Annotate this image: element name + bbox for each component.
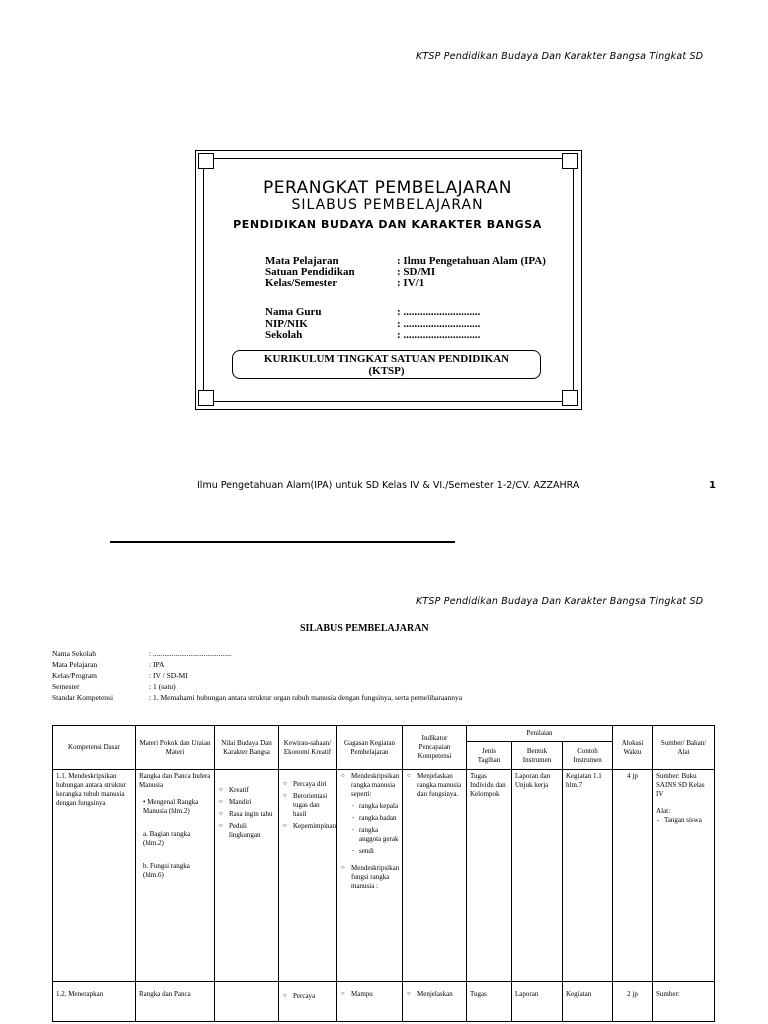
info-value: : SD/MI — [397, 266, 436, 278]
cell-contoh: Kegiatan 1.1 hlm.7 — [563, 770, 613, 982]
cell-nilai — [215, 770, 279, 982]
cell-kegiatan — [337, 982, 403, 1022]
kd-text: 1.1. Mendeskripsikan hubungan antara struktur kerangka tubuh manusia dengan fungsinya — [56, 772, 126, 807]
cover-title: PERANGKAT PEMBELAJARAN — [263, 178, 512, 198]
list-item: ○ Peduli lingkungan — [229, 822, 275, 840]
info-label: Mata Pelajaran — [265, 255, 339, 267]
frame-corner — [198, 153, 214, 169]
meta-value: : 1. Memahami hubungan antara struktur organ tubuh manusia dengan fungsinya, serta pemeliharaannya — [149, 693, 463, 702]
cell-materi: Rangka dan Panca — [136, 982, 215, 1022]
th-sumber: Sumber/ Bahan/ Alat — [653, 726, 715, 770]
meta-value: : 1 (satu) — [149, 682, 176, 691]
page-footer: Ilmu Pengetahuan Alam(IPA) untuk SD Kelas IV & VI./Semester 1-2/CV. AZZAHRA — [197, 480, 580, 491]
alat-list — [656, 816, 711, 825]
list-item: - Tangan siswa — [664, 816, 711, 825]
indikator-list — [406, 990, 463, 999]
meta-row — [52, 648, 462, 659]
page-header: KTSP Pendidikan Budaya Dan Karakter Bangsa Tingkat SD — [416, 596, 704, 607]
cell-contoh: Kegiatan — [563, 982, 613, 1022]
sumber-text: Sumber: Buku SAINS SD Kelas IV — [656, 772, 705, 798]
list-item: ○ Menjelaskan rangka manusia dan fungsinya. — [417, 772, 463, 799]
page-separator — [110, 541, 455, 543]
kegiatan-list — [340, 990, 399, 999]
meta-key: Semester — [52, 682, 80, 691]
meta-row — [52, 692, 462, 703]
th-kewirausahaan: Kewirau-sahaan/ Ekonomi Kreatif — [279, 726, 337, 770]
cell-materi — [136, 770, 215, 982]
info-label: NIP/NIK — [265, 317, 308, 330]
cell-indikator — [403, 982, 467, 1022]
th-kompetensi-dasar: Kompetensi Dasar — [53, 726, 136, 770]
info-label: Sekolah — [265, 329, 303, 341]
cell-indikator — [403, 770, 467, 982]
kewirausahaan-list — [282, 992, 333, 1001]
kegiatan-list — [340, 772, 399, 891]
curriculum-line1: KURIKULUM TINGKAT SATUAN PENDIDIKAN — [263, 353, 510, 365]
info-value: : IV/1 — [397, 277, 425, 289]
info-value: : ............................ — [397, 317, 481, 330]
cell-alokasi: 2 jp — [613, 982, 653, 1022]
frame-corner — [198, 390, 214, 406]
cell-nilai — [215, 982, 279, 1022]
list-item: ○ Menjelaskan — [417, 990, 463, 999]
list-item: ○ Berorientasi tugas dan hasil — [293, 792, 333, 819]
cell-kegiatan — [337, 770, 403, 982]
syllabus-meta — [52, 648, 462, 703]
cell-kd: 1.2. Menerapkan — [53, 982, 136, 1022]
list-item: ○ Percaya diri — [293, 780, 333, 789]
info-label: Nama Guru — [265, 306, 322, 318]
meta-key: Standar Kompetensi — [52, 693, 114, 702]
list-item: - rangka anggota gerak — [359, 826, 399, 844]
meta-key: Mata Pelajaran — [52, 660, 98, 669]
cell-bentuk: Laporan dan Unjuk kerja — [512, 770, 563, 982]
th-jenis: Jenis Tagihan — [467, 742, 512, 770]
cell-jenis: Tugas — [467, 982, 512, 1022]
meta-row — [52, 681, 462, 692]
list-item: ○ Kreatif — [229, 786, 275, 795]
list-item — [351, 772, 399, 856]
list-item: ○ Mampu — [351, 990, 399, 999]
meta-value: : IPA — [149, 660, 165, 669]
list-item: - sendi — [359, 847, 399, 856]
cell-jenis: Tugas Individu dan Kelompok — [467, 770, 512, 982]
th-kegiatan: Gagasan Kegiatan Pembelajaran — [337, 726, 403, 770]
frame-corner — [562, 390, 578, 406]
list-item: ○ Mendeskripsikan fungsi rangka manusia : — [351, 864, 399, 891]
list-item: - rangka badan — [359, 814, 399, 823]
meta-value: : .......................................... — [149, 649, 232, 658]
cell-kewirausahaan — [279, 770, 337, 982]
meta-value: : IV / SD-MI — [149, 671, 188, 680]
info-value: : Ilmu Pengetahuan Alam (IPA) — [397, 255, 546, 267]
th-nilai: Nilai Budaya Dan Karakter Bangsa — [215, 726, 279, 770]
th-contoh: Contoh Instrumen — [563, 742, 613, 770]
list-item: ○ Mandiri — [229, 798, 275, 807]
cell-bentuk: Laporan — [512, 982, 563, 1022]
meta-row — [52, 670, 462, 681]
cell-kd — [53, 770, 136, 982]
curriculum-line2: (KTSP) — [368, 365, 405, 377]
syllabus-table — [52, 725, 715, 1022]
table-row — [53, 982, 715, 1022]
info-row — [265, 330, 480, 342]
info-label: Satuan Pendidikan — [265, 266, 355, 278]
meta-key: Nama Sekolah — [52, 649, 96, 658]
nilai-list — [218, 786, 275, 840]
meta-key: Kelas/Program — [52, 671, 97, 680]
info-row — [265, 278, 546, 289]
info-value: : ............................ — [397, 306, 481, 318]
info-label: Kelas/Semester — [265, 277, 338, 289]
materi-title: Rangka dan Panca Indera Manusia — [139, 772, 211, 789]
list-item: ○ Rasa ingin tahu — [229, 810, 275, 819]
cover-subtitle: SILABUS PEMBELAJARAN — [291, 197, 484, 213]
materi-item: • Mengenal Rangka Manusia (hlm.2) — [143, 798, 199, 815]
info-value: : ............................ — [397, 329, 481, 341]
cover-subtitle2: PENDIDIKAN BUDAYA DAN KARAKTER BANGSA — [233, 218, 542, 231]
materi-item: a. Bagian rangka (hlm.2) — [143, 830, 191, 847]
kegiatan-intro: Mendeskripsikan rangka manusia seperti: — [351, 772, 400, 798]
indikator-list — [406, 772, 463, 799]
page-number: 1 — [709, 480, 716, 491]
cell-sumber: Sumber: — [653, 982, 715, 1022]
materi-item: b. Fungsi rangka (hlm.6) — [143, 862, 190, 879]
cell-sumber — [653, 770, 715, 982]
list-item: - rangka kepala — [359, 802, 399, 811]
curriculum-box — [232, 350, 541, 379]
meta-row — [52, 659, 462, 670]
th-alokasi: Alokasi Waktu — [613, 726, 653, 770]
th-materi: Materi Pokok dan Uraian Materi — [136, 726, 215, 770]
kewirausahaan-list — [282, 780, 337, 831]
cell-alokasi: 4 jp — [613, 770, 653, 982]
page-header: KTSP Pendidikan Budaya Dan Karakter Bangsa Tingkat SD — [416, 51, 704, 62]
cell-kewirausahaan — [279, 982, 337, 1022]
list-item: ○ Kepemimpinan — [293, 822, 333, 831]
list-item: ○ Percaya — [293, 992, 333, 1001]
cover-info-block-2 — [265, 307, 480, 342]
frame-corner — [562, 153, 578, 169]
cover-info-block — [265, 256, 546, 289]
alat-label: Alat: — [656, 807, 671, 815]
th-bentuk: Bentuk Instrumen — [512, 742, 563, 770]
table-row — [53, 770, 715, 982]
th-indikator: Indikator Pencapaian Kompetensi — [403, 726, 467, 770]
kegiatan-sublist — [351, 802, 399, 856]
syllabus-title: SILABUS PEMBELAJARAN — [300, 623, 429, 634]
th-penilaian: Penilaian — [467, 726, 613, 742]
